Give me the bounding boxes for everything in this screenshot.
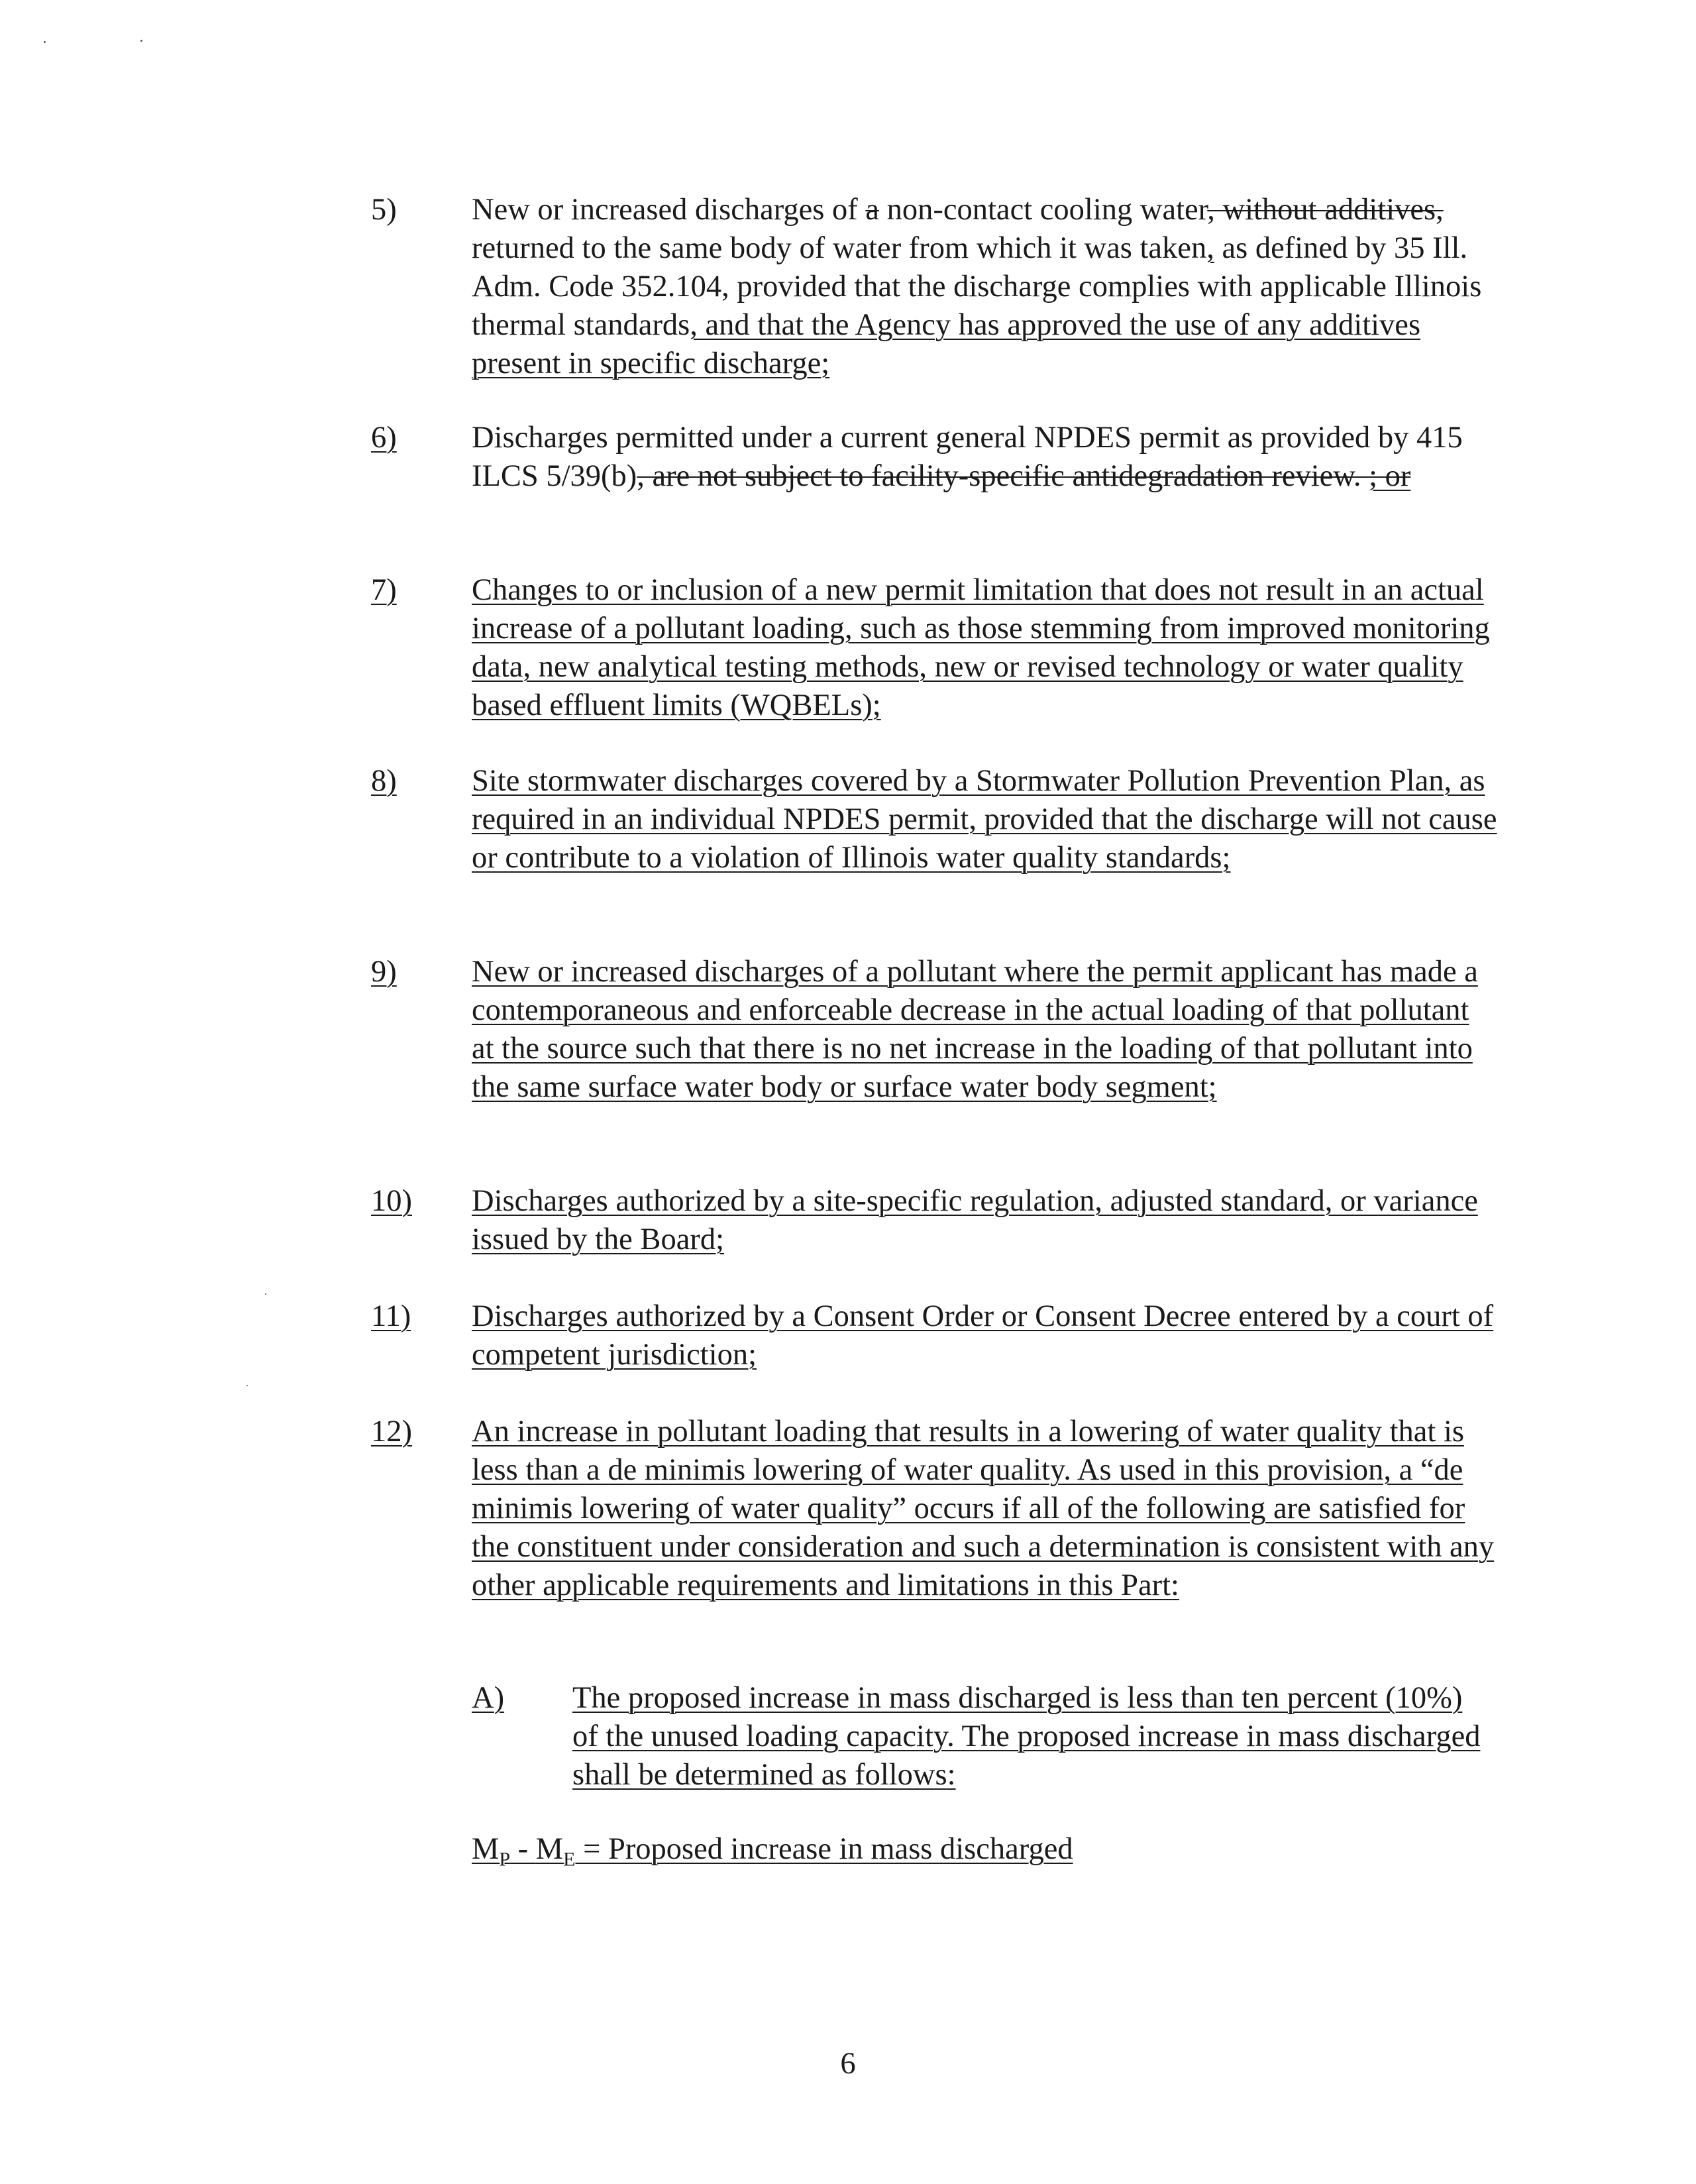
item-text <box>472 1413 1497 1605</box>
inserted-text: , <box>1206 231 1214 265</box>
inserted-deleted-text: ; or <box>1369 459 1411 493</box>
text-segment: New or increased discharges of <box>472 193 866 227</box>
scan-speck <box>140 40 142 42</box>
item-text <box>472 1182 1497 1259</box>
item-text <box>472 953 1497 1107</box>
item-number: 10) <box>371 1184 412 1218</box>
item-text <box>472 419 1497 496</box>
formula-sub1: P <box>499 1848 511 1871</box>
item-number: 8) <box>371 764 397 798</box>
inserted-text: Changes to or inclusion of a new permit limitation that does not result in an actual increase of a pollutant loading, such as those stemming from improved monitoring data, new analytical testing methods, new or revised technology or water quality based effluent limits (WQBELs); <box>472 573 1490 722</box>
item-text <box>472 571 1497 725</box>
item-number: 12) <box>371 1415 412 1448</box>
text-segment: Discharges permitted under a current general NPDES permit as provided by 415 ILCS 5/39(b) <box>472 421 1463 493</box>
item-text <box>472 762 1497 877</box>
scan-speck <box>44 41 46 43</box>
formula-m1: M <box>472 1832 500 1866</box>
item-number: 6) <box>371 421 397 455</box>
formula <box>472 1830 1073 1879</box>
item-number: 9) <box>371 955 397 989</box>
sub-item-number: A) <box>472 1681 505 1715</box>
sub-item-text: The proposed increase in mass discharged is less than ten percent (10%) of the unused loading capacity. The proposed increase in mass discharged shall be determined as follows: <box>572 1681 1481 1792</box>
deleted-text: , are not subject to facility-specific antidegradation review. <box>637 459 1369 493</box>
list-item-5 <box>371 191 1497 383</box>
item-number: 11) <box>371 1299 411 1333</box>
deleted-text: , without additives, <box>1207 193 1444 227</box>
list-item-9 <box>371 953 1497 1107</box>
inserted-text: Discharges authorized by a Consent Order or Consent Decree entered by a court of competent jurisdiction; <box>472 1299 1494 1372</box>
inserted-text: An increase in pollutant loading that results in a lowering of water quality that is less than a de minimis lowering of water quality. As used in this provision, a “de minimis lowering of water quality” occurs if all of the following are satisfied for the constituent under consideration and such a determination is consistent with any other applicable requirements and limitations in this Part: <box>472 1415 1495 1602</box>
page-number: 6 <box>840 2047 856 2081</box>
formula-rest: = Proposed increase in mass discharged <box>575 1832 1073 1866</box>
item-number: 7) <box>371 573 397 607</box>
list-item-7 <box>371 571 1497 725</box>
item-text <box>472 1297 1497 1374</box>
formula-minus: - <box>510 1832 536 1866</box>
formula-sub2: E <box>563 1848 576 1871</box>
sub-item-a <box>472 1679 1492 1794</box>
list-item-11 <box>371 1297 1497 1374</box>
list-item-6 <box>371 419 1497 496</box>
inserted-text: New or increased discharges of a pollutant where the permit applicant has made a contemporaneous and enforceable decrease in the actual loading of that pollutant at the source such that there is no net increase in the loading of that pollutant into the same surface water body or surface water body segment; <box>472 955 1478 1104</box>
text-segment: as defined by 35 Ill. Adm. Code 352.104, provided that the discharge complies with applicable Illinois thermal standards <box>472 231 1482 342</box>
deleted-text: a <box>865 193 880 227</box>
inserted-text: Discharges authorized by a site-specific regulation, adjusted standard, or variance issued by the Board; <box>472 1184 1478 1256</box>
item-number: 5) <box>371 193 397 227</box>
item-text <box>472 191 1497 383</box>
list-item-8 <box>371 762 1497 877</box>
scan-speck <box>265 1293 266 1295</box>
list-item-10 <box>371 1182 1497 1259</box>
text-segment: non-contact cooling water <box>879 193 1208 227</box>
text-segment: returned to the same body of water from which it was taken <box>472 231 1207 265</box>
scan-speck <box>246 1385 248 1386</box>
inserted-text: , and that the Agency has approved the use of any additives present in specific discharge; <box>472 308 1421 380</box>
inserted-text: Site stormwater discharges covered by a Stormwater Pollution Prevention Plan, as required in an individual NPDES permit, provided that the discharge will not cause or contribute to a violation of Illinois water quality standards; <box>472 764 1497 875</box>
formula-m2: M <box>535 1832 564 1866</box>
list-item-12 <box>371 1413 1497 1605</box>
